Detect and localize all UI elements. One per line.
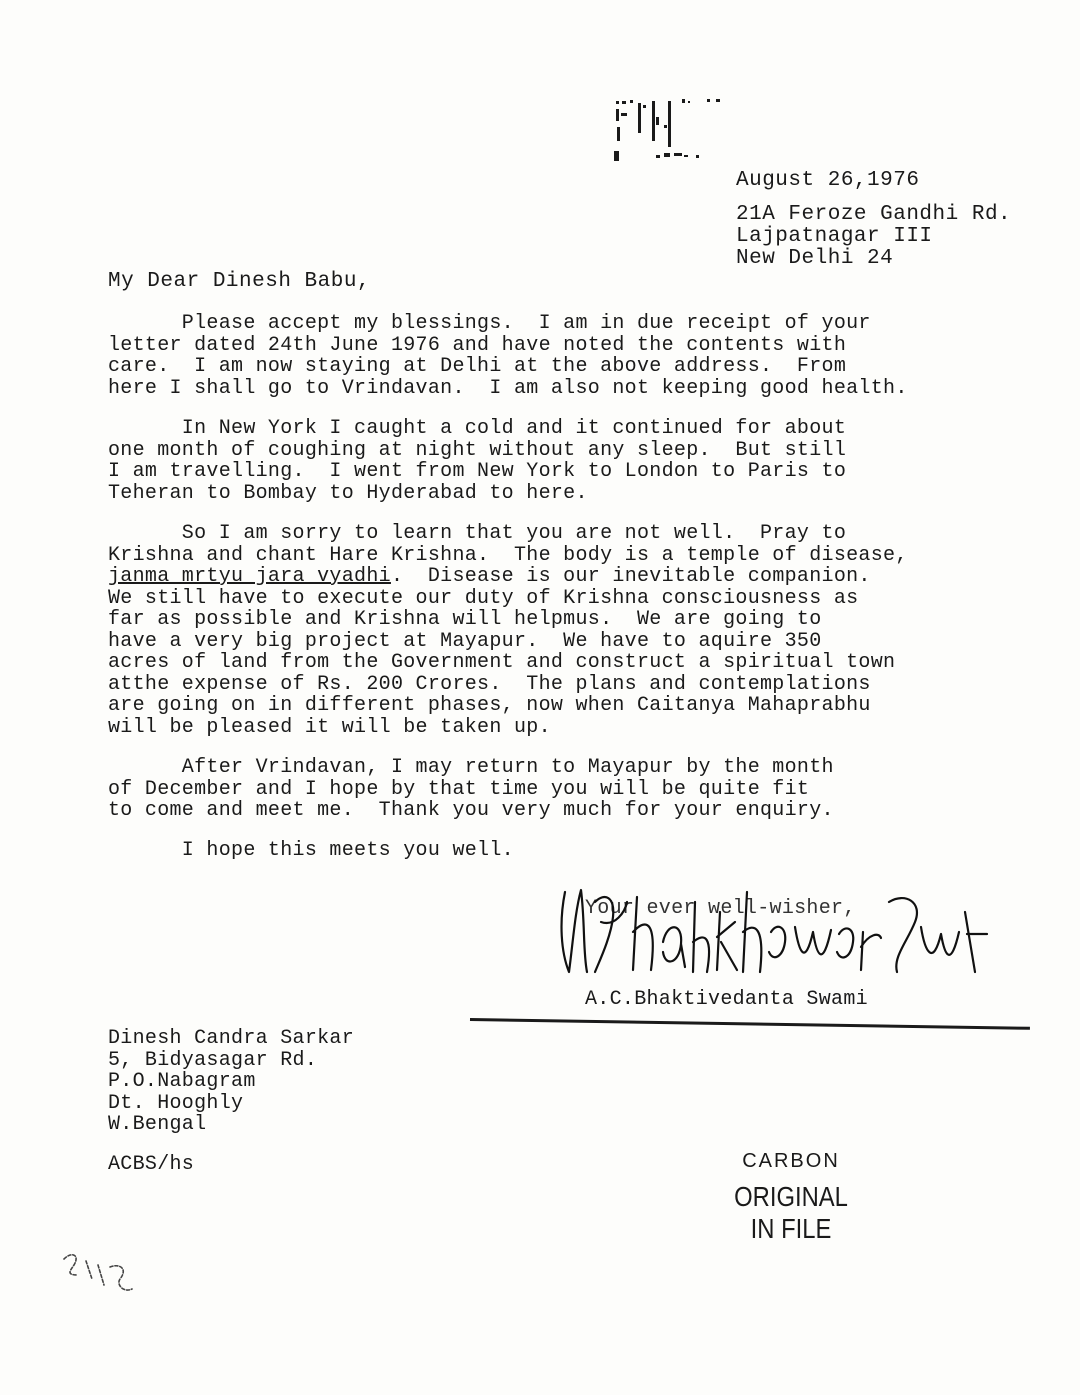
sender-address-line-2: Lajpatnagar III [736, 225, 933, 248]
handwritten-signature [555, 872, 995, 982]
paragraph-line: Please accept my blessings. I am in due receipt of your [108, 312, 871, 335]
paragraph-line: here I shall go to Vrindavan. I am also not keeping good health. [108, 376, 908, 400]
paragraph-line: I am travelling. I went from New York to London to Paris to [108, 460, 847, 483]
file-stamp [612, 95, 727, 167]
salutation: My Dear Dinesh Babu, [108, 270, 371, 293]
paragraph-1 [108, 313, 908, 399]
paragraph-line: Teheran to Bombay to Hyderabad to here. [108, 481, 588, 505]
carbon-stamp-line-3: IN FILE [750, 1213, 832, 1244]
paragraph-line: atthe expense of Rs. 200 Crores. The plans and contemplations [108, 672, 871, 696]
paragraph-line: In New York I caught a cold and it continued for about [108, 417, 847, 440]
paragraph-4 [108, 757, 834, 822]
paragraph-line: far as possible and Krishna will helpmus. We are going to [108, 608, 822, 631]
paragraph-line: So I am sorry to learn that you are not well. Pray to [108, 522, 847, 545]
signature-rule [470, 1018, 1030, 1030]
paragraph-line [108, 566, 908, 588]
sender-address-line-3: New Delhi 24 [736, 247, 894, 270]
paragraph-line: care. I am now staying at Delhi at the above address. From [108, 355, 847, 378]
sanskrit-phrase: janma mrtyu jara vyadhi [108, 565, 391, 588]
paragraph-line: are going on in different phases, now when Caitanya Mahaprabhu [108, 694, 871, 717]
handwritten-mark [58, 1245, 148, 1305]
paragraph-line: will be pleased it will be taken up. [108, 715, 551, 739]
paragraph-3 [108, 523, 908, 738]
paragraph-line: to come and meet me. Thank you very much for your enquiry. [108, 799, 834, 822]
recipient-address [108, 1028, 354, 1136]
carbon-stamp-line-2: ORIGINAL [734, 1181, 848, 1212]
paragraph-5: I hope this meets you well. [108, 839, 514, 862]
paragraph-line: After Vrindavan, I may return to Mayapur by the month [108, 756, 834, 779]
paragraph-line-rest: . Disease is our inevitable companion. [390, 565, 871, 588]
closing: Your ever well-wisher, [585, 897, 856, 920]
signer-name: A.C.Bhaktivedanta Swami [585, 988, 868, 1011]
date-address-block [736, 170, 1011, 270]
paragraph-line: have a very big project at Mayapur. We have to aquire 350 [108, 629, 822, 653]
paragraph-line: one month of coughing at night without any sleep. But still [108, 438, 847, 462]
paragraph-line: acres of land from the Government and construct a spiritual town [108, 651, 896, 674]
letter-date: August 26,1976 [736, 169, 920, 192]
typist-initials: ACBS/hs [108, 1153, 195, 1176]
recipient-line-2: 5, Bidyasagar Rd. [108, 1048, 318, 1072]
paragraph-2 [108, 418, 846, 504]
paragraph-line: Krishna and chant Hare Krishna. The body is a temple of disease, [108, 543, 908, 567]
recipient-line-5: W.Bengal [108, 1113, 207, 1136]
recipient-line-4: Dt. Hooghly [108, 1091, 244, 1115]
paragraph-line: letter dated 24th June 1976 and have noted the contents with [108, 333, 847, 357]
paragraph-line: of December and I hope by that time you will be quite fit [108, 777, 810, 801]
recipient-line-3: P.O.Nabagram [108, 1070, 256, 1093]
sender-address-line-1: 21A Feroze Gandhi Rd. [736, 203, 1012, 226]
carbon-stamp [716, 1150, 866, 1245]
paragraph-line: We still have to execute our duty of Krishna consciousness as [108, 586, 859, 610]
carbon-stamp-line-1: CARBON [742, 1150, 840, 1172]
recipient-line-1: Dinesh Candra Sarkar [108, 1027, 355, 1050]
